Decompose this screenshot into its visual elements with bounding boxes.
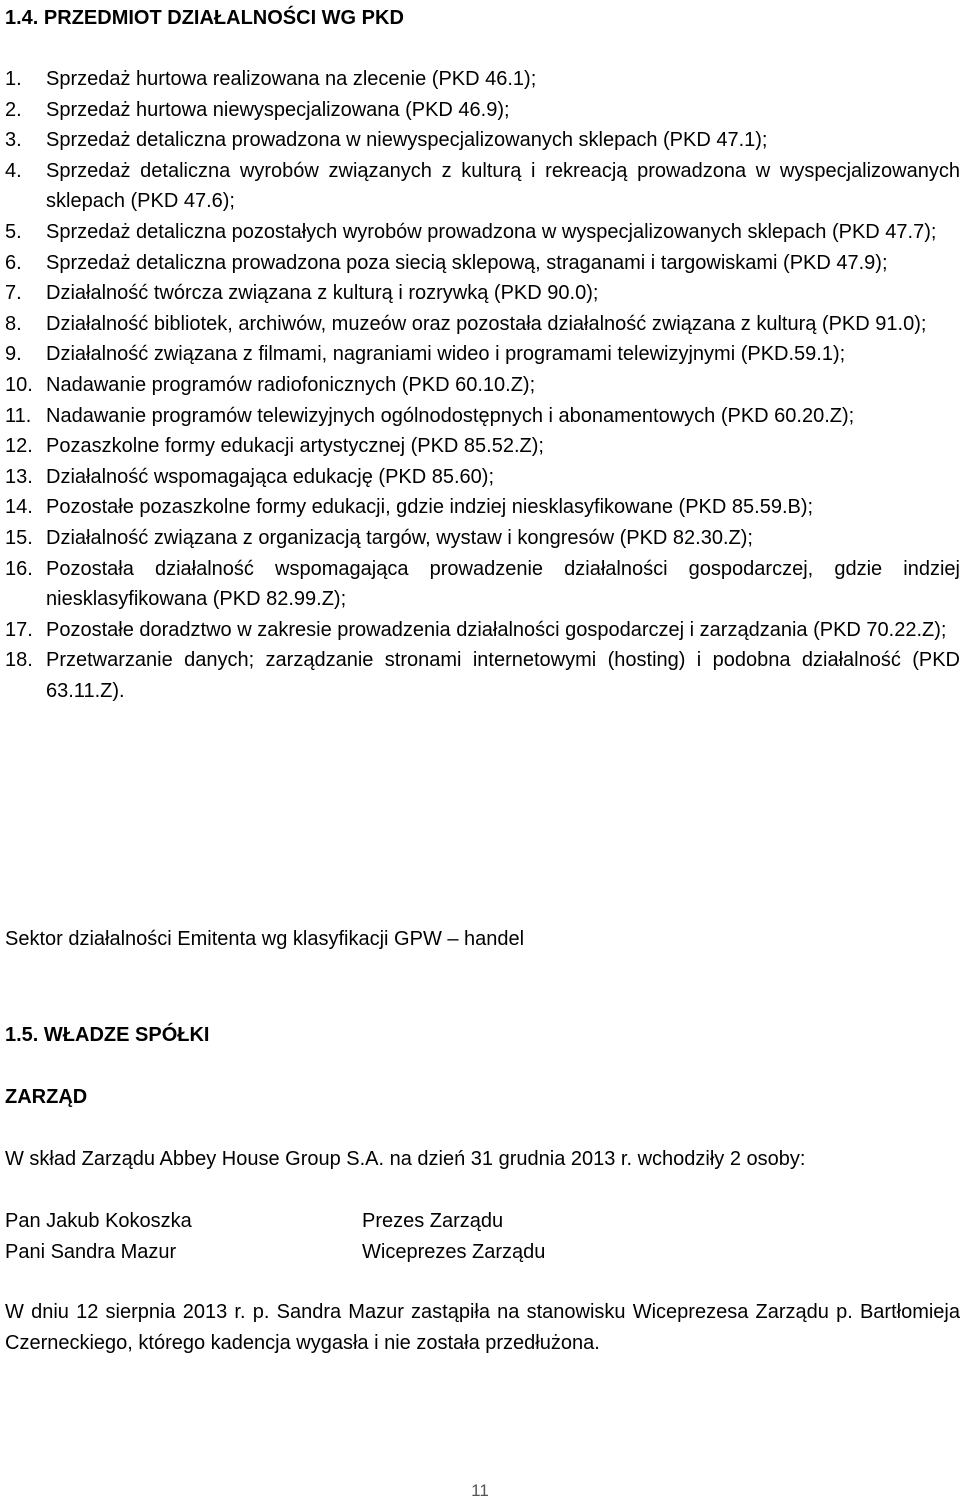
board-member-row [5, 1206, 545, 1237]
board-intro: W skład Zarządu Abbey House Group S.A. na dzień 31 grudnia 2013 r. wchodziły 2 osoby: [5, 1148, 806, 1170]
pkd-list-item [0, 401, 960, 432]
pkd-item-text: Pozostałe pozaszkolne formy edukacji, gdzie indziej niesklasyfikowane (PKD 85.59.B); [46, 496, 814, 519]
pkd-list-item [0, 615, 960, 646]
pkd-item-number: 4. [5, 159, 22, 182]
pkd-item-text: Sprzedaż detaliczna prowadzona poza siecią sklepową, straganami i targowiskami (PKD 47.9); [46, 251, 888, 274]
pkd-item-number: 2. [5, 98, 22, 121]
pkd-item-text: Działalność wspomagająca edukację (PKD 85.60); [46, 465, 495, 488]
pkd-item-number: 18. [5, 649, 33, 672]
board-member-row [5, 1237, 545, 1268]
pkd-list-item [0, 554, 960, 615]
pkd-item-text: Sprzedaż hurtowa realizowana na zlecenie (PKD 46.1); [46, 68, 537, 90]
pkd-item-text: Sprzedaż detaliczna wyrobów związanych z kulturą i rekreacją prowadzona w wyspecjalizowanych sklepach (PKD 47.6); [46, 159, 960, 213]
pkd-activity-list [0, 64, 960, 706]
pkd-item-text: Sprzedaż detaliczna pozostałych wyrobów prowadzona w wyspecjalizowanych sklepach (PKD 47.7); [46, 220, 937, 243]
pkd-item-text: Działalność związana z filmami, nagraniami wideo i programami telewizyjnymi (PKD.59.1); [46, 343, 846, 366]
pkd-list-item [0, 217, 960, 248]
pkd-list-item [0, 278, 960, 309]
member-name: Pan Jakub Kokoszka [5, 1210, 192, 1232]
pkd-item-number: 13. [5, 465, 33, 488]
pkd-item-number: 8. [5, 312, 22, 335]
member-role: Wiceprezes Zarządu [362, 1241, 546, 1263]
pkd-item-number: 7. [5, 282, 22, 305]
pkd-list-item [0, 248, 960, 279]
member-role: Prezes Zarządu [362, 1210, 504, 1232]
pkd-list-item [0, 125, 960, 156]
pkd-list-item [0, 645, 960, 706]
pkd-item-text: Działalność związana z organizacją targów, wystaw i kongresów (PKD 82.30.Z); [46, 526, 753, 549]
board-change-note: W dniu 12 sierpnia 2013 r. p. Sandra Mazur zastąpiła na stanowisku Wiceprezesa Zarządu p. Bartłomieja Czerneckiego, którego kadencja wygasła i nie została przedłużona. [5, 1301, 960, 1354]
pkd-item-text: Pozaszkolne formy edukacji artystycznej (PKD 85.52.Z); [46, 435, 544, 458]
pkd-item-number: 3. [5, 129, 22, 152]
pkd-item-number: 5. [5, 220, 22, 243]
section-heading-pkd: 1.4. PRZEDMIOT DZIAŁALNOŚCI WG PKD [5, 7, 404, 29]
pkd-item-number: 12. [5, 435, 33, 458]
pkd-item-number: 11. [5, 404, 32, 427]
pkd-list-item [0, 156, 960, 217]
member-name: Pani Sandra Mazur [5, 1241, 177, 1263]
pkd-item-text: Pozostałe doradztwo w zakresie prowadzenia działalności gospodarczej i zarządzania (PKD 70.22.Z); [46, 618, 947, 641]
pkd-list-item [0, 309, 960, 340]
pkd-list-item [0, 523, 960, 554]
sector-text: Sektor działalności Emitenta wg klasyfikacji GPW – handel [5, 928, 525, 950]
pkd-item-text: Sprzedaż hurtowa niewyspecjalizowana (PKD 46.9); [46, 98, 510, 121]
pkd-item-text: Działalność bibliotek, archiwów, muzeów oraz pozostała działalność związana z kulturą (PKD 91.0); [46, 312, 927, 335]
pkd-item-text: Nadawanie programów telewizyjnych ogólnodostępnych i abonamentowych (PKD 60.20.Z); [46, 404, 855, 427]
pkd-item-text: Działalność twórcza związana z kulturą i rozrywką (PKD 90.0); [46, 282, 599, 305]
board-members-table [5, 1206, 545, 1268]
pkd-item-number: 10. [5, 373, 33, 396]
pkd-item-text: Sprzedaż detaliczna prowadzona w niewyspecjalizowanych sklepach (PKD 47.1); [46, 129, 768, 152]
pkd-item-number: 6. [5, 251, 22, 274]
pkd-list-item [0, 370, 960, 401]
board-subheading: ZARZĄD [5, 1086, 88, 1108]
pkd-item-number: 9. [5, 343, 22, 366]
page-number: 11 [471, 1481, 489, 1500]
pkd-list-item [0, 339, 960, 370]
pkd-item-number: 14. [5, 496, 33, 519]
pkd-item-number: 17. [5, 618, 33, 641]
pkd-list-item [0, 492, 960, 523]
pkd-item-text: Nadawanie programów radiofonicznych (PKD 60.10.Z); [46, 373, 536, 396]
pkd-item-number: 15. [5, 526, 33, 549]
pkd-list-item [0, 462, 960, 493]
pkd-list-item [0, 431, 960, 462]
pkd-list-item [0, 64, 960, 95]
section-heading-authorities: 1.5. WŁADZE SPÓŁKI [5, 1024, 210, 1046]
pkd-list-item [0, 95, 960, 126]
pkd-item-text: Pozostała działalność wspomagająca prowadzenie działalności gospodarczej, gdzie indziej niesklasyfikowana (PKD 82.99.Z); [46, 557, 960, 611]
pkd-item-text: Przetwarzanie danych; zarządzanie stronami internetowymi (hosting) i podobna działalność (PKD 63.11.Z). [46, 649, 960, 702]
pkd-item-number: 16. [5, 557, 33, 580]
pkd-item-number: 1. [5, 68, 22, 90]
